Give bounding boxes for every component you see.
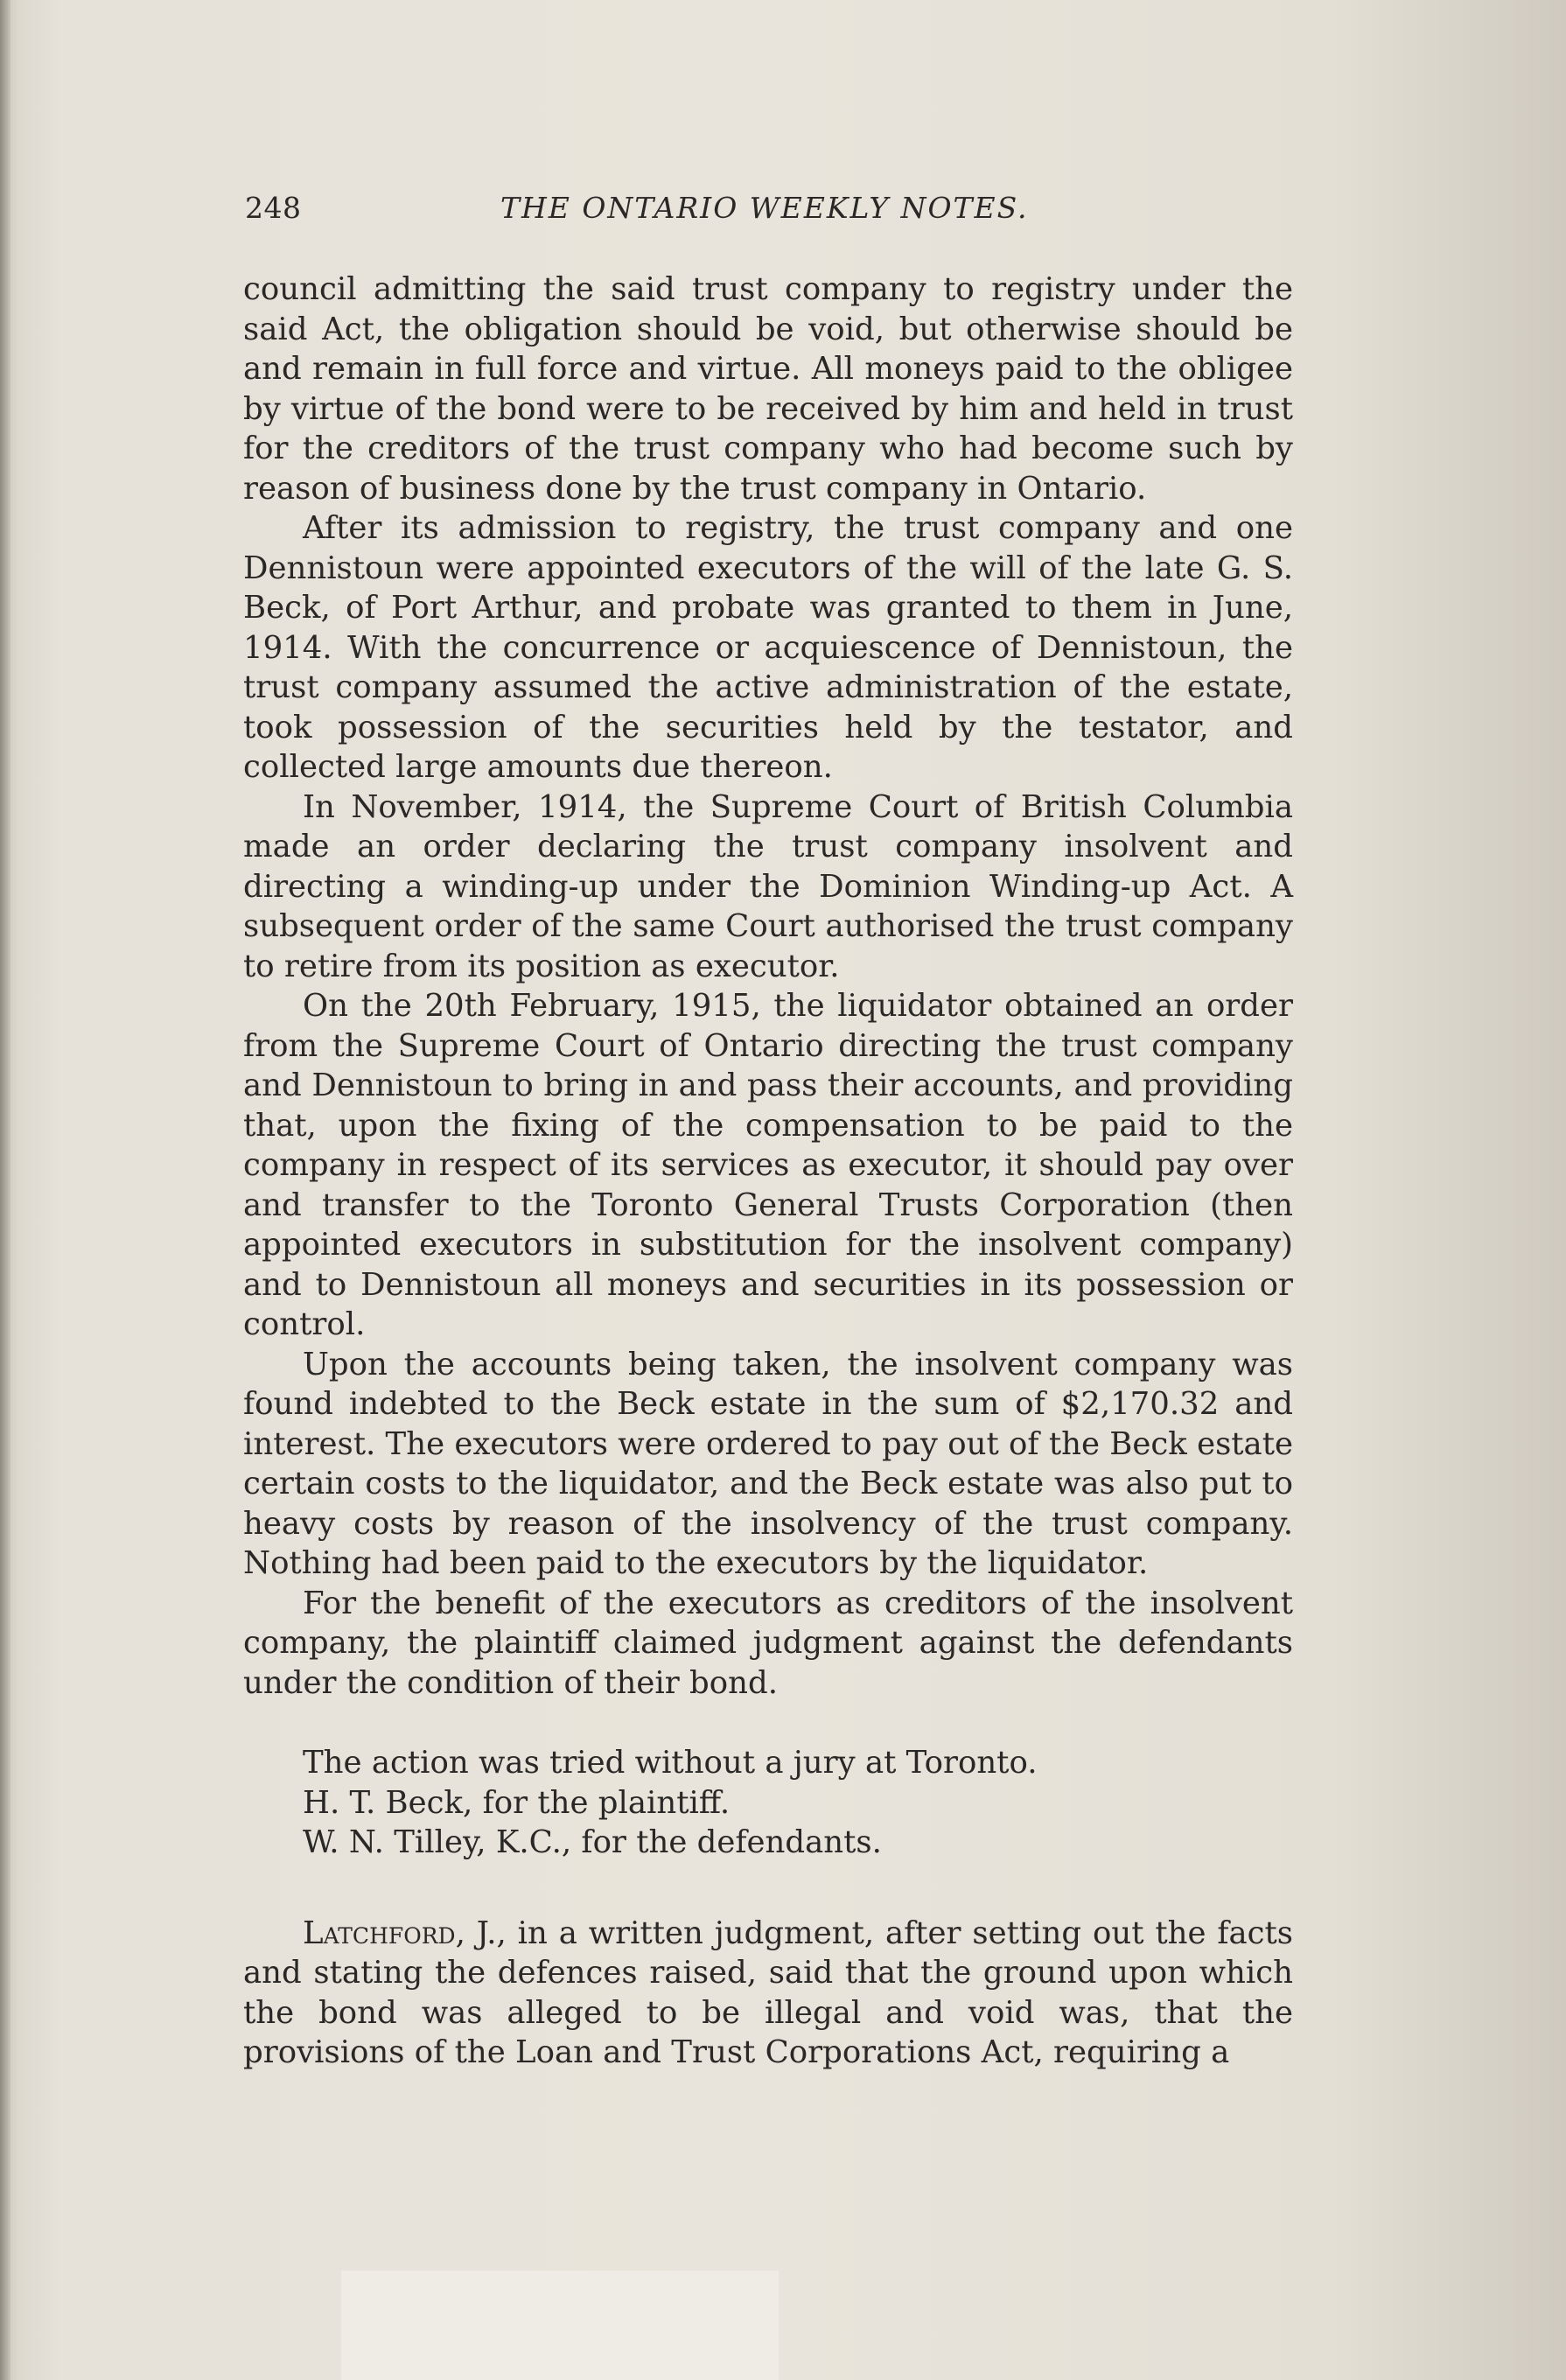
body-text (243, 270, 1293, 2073)
paragraph-2: After its admission to registry, the trust company and one Dennistoun were appointed executors of the will of the late G. S. Beck, of Port Arthur, and probate was granted to them in June, 1914. With the concurrence or acquiescence of Dennistoun, the trust company assumed the active administration of the estate, took possession of the securities held by the testator, and collected large amounts due thereon. (243, 510, 1293, 785)
section-gap (243, 1863, 1293, 1914)
section-gap (243, 1703, 1293, 1743)
judge-name: Latchford (303, 1914, 456, 1951)
paragraph-3: In November, 1914, the Supreme Court of British Columbia made an order declaring the trust company insolvent and directing a winding-up under the Dominion Winding-up Act. A subsequent order of the same Court authorised the trust company to retire from its position as executor. (243, 788, 1293, 984)
paragraph-1: council admitting the said trust company to registry under the said Act, the obligation should be void, but otherwise should be and remain in full force and virtue. All moneys paid to the obligee by virtue of the bond were to be received by him and held in trust for the creditors of the trust company who had become such by reason of business done by the trust company in Ontario. (243, 271, 1293, 507)
counsel-plaintiff: H. T. Beck, for the plaintiff. (303, 1784, 731, 1821)
counsel-defendants: W. N. Tilley, K.C., for the defendants. (303, 1824, 882, 1860)
paper-patch (341, 2271, 779, 2380)
paragraph-6: For the benefit of the executors as creditors of the insolvent company, the plaintiff claimed judgment against the defendants under the condition of their bond. (243, 1585, 1293, 1701)
running-title: THE ONTARIO WEEKLY NOTES. (500, 191, 1029, 225)
judgment-paragraph (243, 1914, 1293, 2073)
page-number: 248 (245, 191, 302, 225)
paragraph-5: Upon the accounts being taken, the insolvent company was found indebted to the Beck estate in the sum of $2,170.32 and interest. The executors were ordered to pay out of the Beck estate certain costs to the liquidator, and the Beck estate was also put to heavy costs by reason of the insolvency of the trust company. Nothing had been paid to the executors by the liquidator. (243, 1346, 1293, 1581)
binding-shadow (0, 0, 10, 2380)
page-header (245, 191, 1295, 243)
trial-note: The action was tried without a jury at Toronto. (303, 1745, 1038, 1781)
paragraph-4: On the 20th February, 1915, the liquidator obtained an order from the Supreme Court of Ontario directing the trust company and Dennistoun to bring in and pass their accounts, and providing that, upon the fixing of the compensation to be paid to the company in respect of its services as executor, it should pay over and transfer to the Toronto General Trusts Corporation (then appointed executors in substitution for the insolvent company) and to Dennistoun all moneys and securities in its possession or control. (243, 988, 1293, 1342)
judgment-text: , J., in a written judgment, after setting out the facts and stating the defences raised, said that the ground upon which the bond was alleged to be illegal and void was, that the provisions of the Loan and Trust Corporations Act, requiring a (243, 1914, 1293, 2070)
